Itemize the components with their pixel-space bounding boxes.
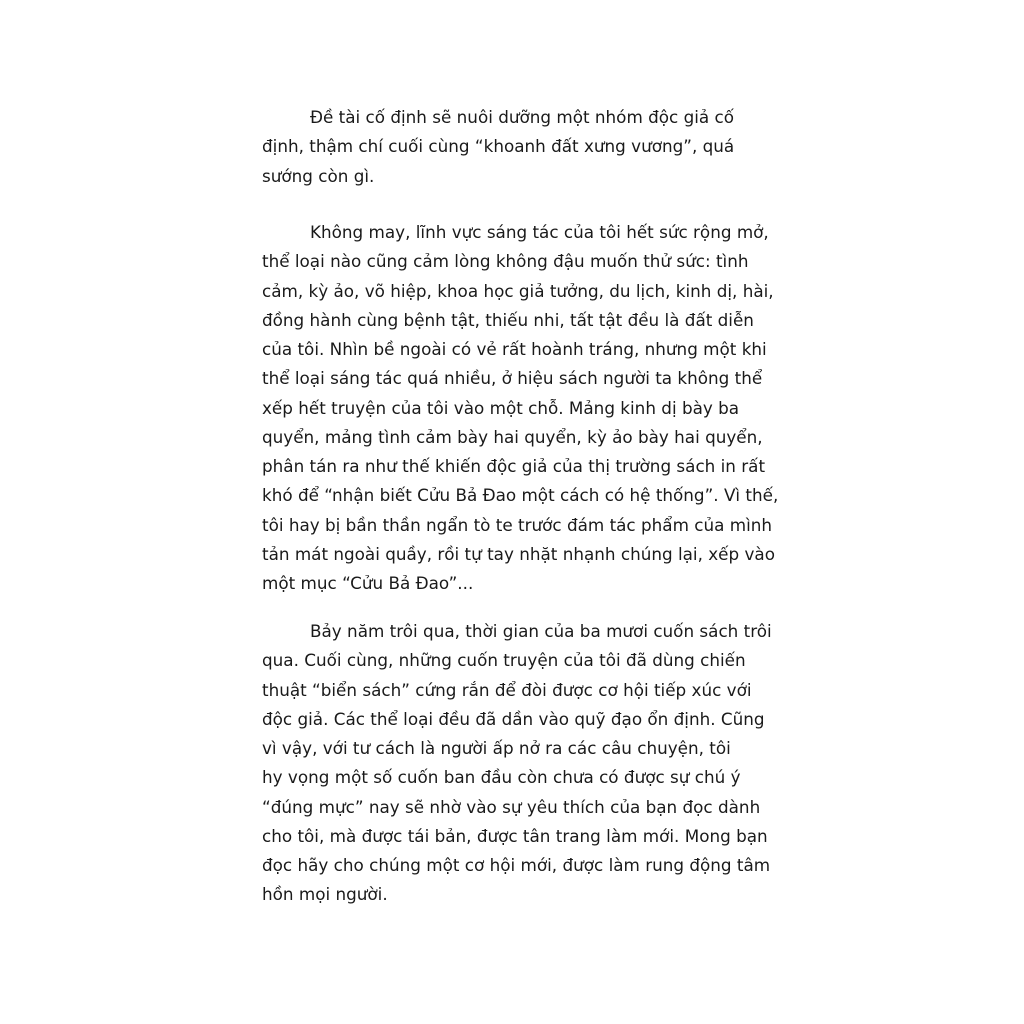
paragraph-line: tôi hay bị bần thần ngẩn tò te trước đám tác phẩm của mình <box>262 514 773 535</box>
paragraph-line: đồng hành cùng bệnh tật, thiếu nhi, tất tật đều là đất diễn <box>262 309 754 330</box>
paragraph-line: phân tán ra như thế khiến độc giả của thị trường sách in rất <box>262 456 766 476</box>
paragraph-line: của tôi. Nhìn bề ngoài có vẻ rất hoành tráng, nhưng một khi <box>262 339 767 359</box>
paragraph-line: độc giả. Các thể loại đều đã dần vào quỹ đạo ổn định. Cũng <box>262 708 765 729</box>
paragraph-line: Đề tài cố định sẽ nuôi dưỡng một nhóm độc giả cố <box>310 107 735 127</box>
paragraph-line: thể loại nào cũng cảm lòng không đậu muốn thử sức: tình <box>262 251 749 272</box>
paragraph-line: hy vọng một số cuốn ban đầu còn chưa có được sự chú ý <box>262 767 741 788</box>
paragraph-line: khó để “nhận biết Cửu Bả Đao một cách có hệ thống”. Vì thế, <box>262 485 779 506</box>
paragraph-1 <box>262 103 784 191</box>
paragraph-line: quyển, mảng tình cảm bày hai quyển, kỳ ảo bày hai quyển, <box>262 426 763 447</box>
paragraph-line: cho tôi, mà được tái bản, được tân trang làm mới. Mong bạn <box>262 825 768 846</box>
paragraph-line: hồn mọi người. <box>262 884 388 905</box>
paragraph-line: tản mát ngoài quầy, rồi tự tay nhặt nhạnh chúng lại, xếp vào <box>262 543 775 564</box>
paragraph-line: “đúng mực” nay sẽ nhờ vào sự yêu thích của bạn đọc dành <box>262 796 761 817</box>
paragraph-line: Không may, lĩnh vực sáng tác của tôi hết sức rộng mở, <box>310 222 769 242</box>
paragraph-line: Bảy năm trôi qua, thời gian của ba mươi cuốn sách trôi <box>310 621 772 641</box>
paragraph-line: thuật “biển sách” cứng rắn để đòi được cơ hội tiếp xúc với <box>262 679 752 700</box>
paragraph-line: thể loại sáng tác quá nhiều, ở hiệu sách người ta không thể <box>262 368 763 389</box>
paragraph-line: xếp hết truyện của tôi vào một chỗ. Mảng kinh dị bày ba <box>262 397 740 418</box>
paragraph-line: sướng còn gì. <box>262 165 375 186</box>
paragraph-line: đọc hãy cho chúng một cơ hội mới, được làm rung động tâm <box>262 855 771 875</box>
paragraph-line: một mục “Cửu Bả Đao”... <box>262 573 474 593</box>
paragraph-line: định, thậm chí cuối cùng “khoanh đất xưng vương”, quá <box>262 136 735 157</box>
paragraph-line: vì vậy, với tư cách là người ấp nở ra các câu chuyện, tôi <box>262 738 731 758</box>
paragraph-3 <box>262 617 784 910</box>
paragraph-2 <box>262 218 784 598</box>
paragraph-line: cảm, kỳ ảo, võ hiệp, khoa học giả tưởng, du lịch, kinh dị, hài, <box>262 280 774 301</box>
paragraph-line: qua. Cuối cùng, những cuốn truyện của tôi đã dùng chiến <box>262 650 746 671</box>
